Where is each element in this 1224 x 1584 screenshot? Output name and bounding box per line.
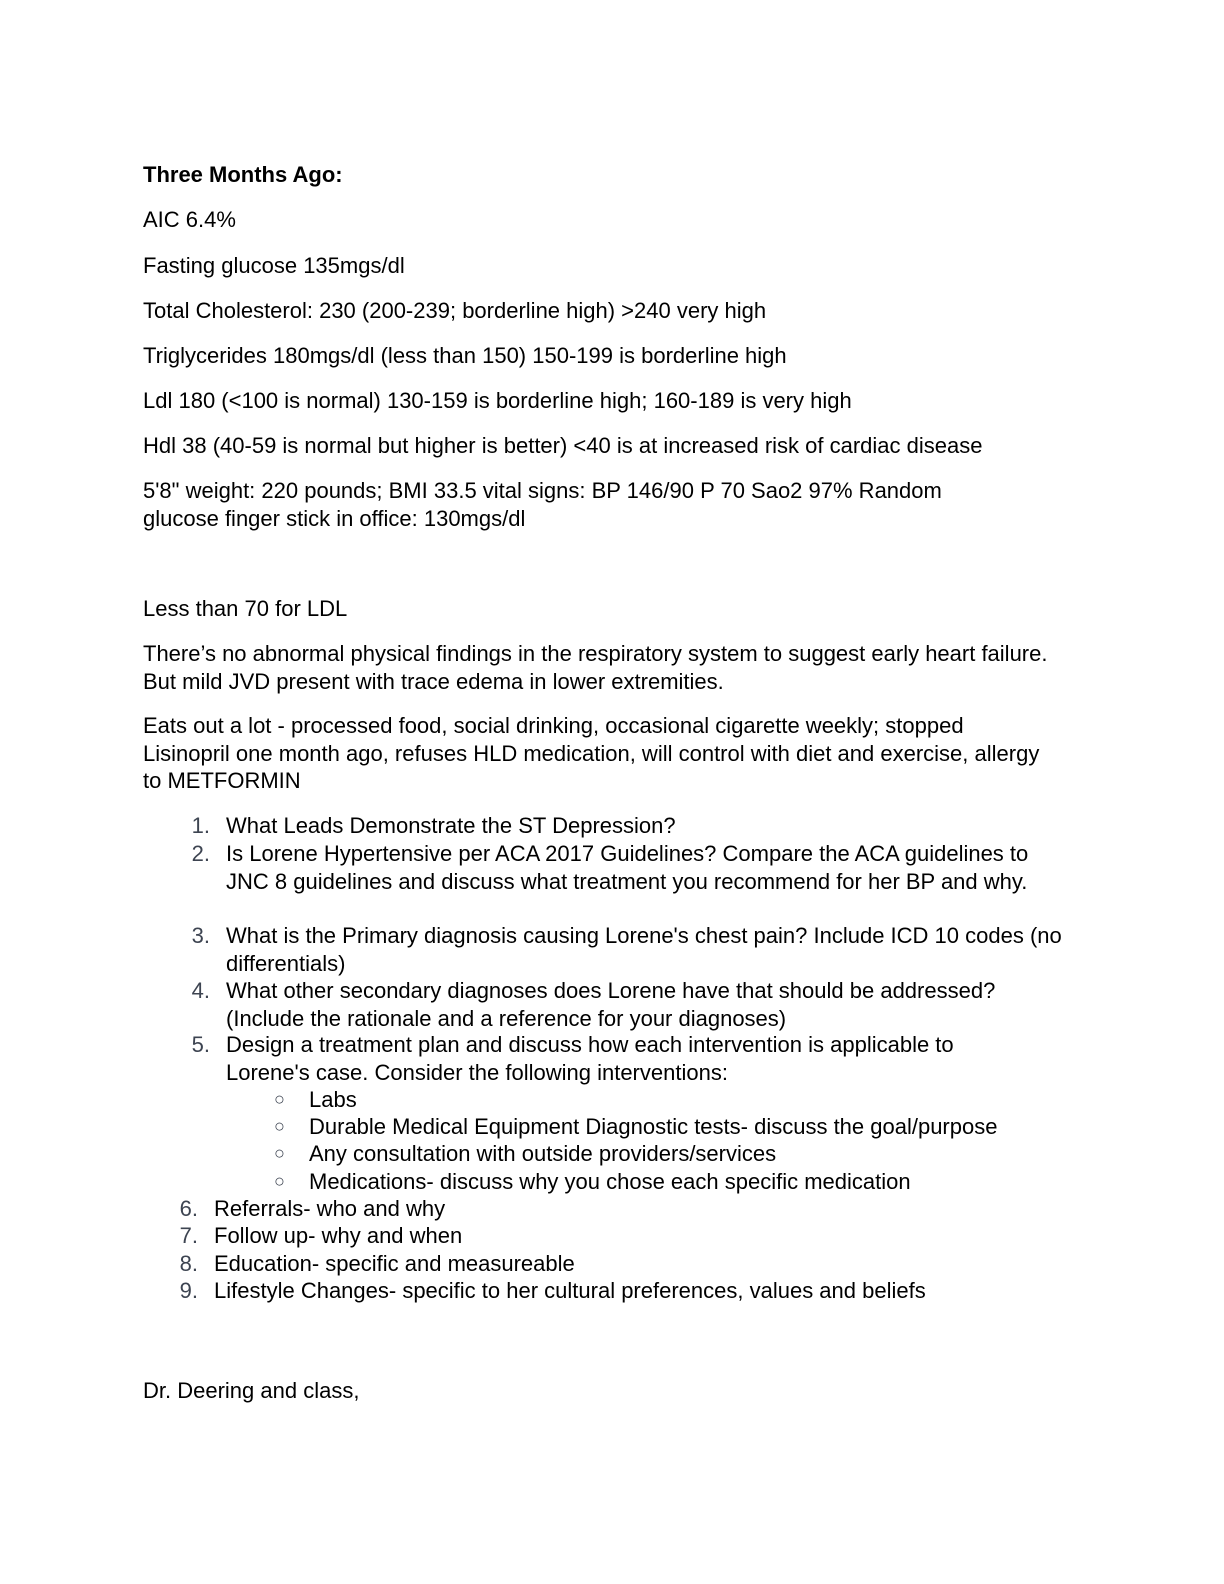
a1c-line: AIC 6.4% (143, 207, 236, 232)
list-item-text: Any consultation with outside providers/services (309, 1141, 777, 1166)
list-item-text: Labs (309, 1087, 357, 1112)
list-item-text: Follow up- why and when (214, 1223, 463, 1248)
circle-bullet-icon: ○ (274, 1116, 285, 1136)
list-number: 2. (191, 841, 210, 866)
list-item-text: What is the Primary diagnosis causing Lorene's chest pain? Include ICD 10 codes (no differentials) (226, 923, 1062, 976)
list-item-text: Is Lorene Hypertensive per ACA 2017 Guidelines? Compare the ACA guidelines to JNC 8 guidelines and discuss what treatment you recommend for her BP and why. (226, 841, 1029, 894)
list-number: 7. (179, 1223, 198, 1248)
list-number: 3. (191, 923, 210, 948)
hdl-line: Hdl 38 (40-59 is normal but higher is better) <40 is at increased risk of cardiac disease (143, 433, 983, 458)
list-item-text: Durable Medical Equipment Diagnostic tests- discuss the goal/purpose (309, 1114, 998, 1139)
list-number: 1. (191, 813, 210, 838)
list-item-text: What other secondary diagnoses does Lorene have that should be addressed? (Include the rationale and a reference for your diagnoses) (226, 978, 996, 1031)
list-item-text: Referrals- who and why (214, 1196, 446, 1221)
list-number: 4. (191, 978, 210, 1003)
fasting-glucose-line: Fasting glucose 135mgs/dl (143, 253, 405, 278)
list-number: 5. (191, 1032, 210, 1057)
list-item-text: Education- specific and measureable (214, 1251, 575, 1276)
vitals-paragraph: 5'8" weight: 220 pounds; BMI 33.5 vital signs: BP 146/90 P 70 Sao2 97% Random glucose finger stick in office: 130mgs/dl (143, 478, 942, 531)
ldl-line: Ldl 180 (<100 is normal) 130-159 is borderline high; 160-189 is very high (143, 388, 852, 413)
list-item-text: Medications- discuss why you chose each specific medication (309, 1169, 911, 1194)
circle-bullet-icon: ○ (274, 1171, 285, 1191)
circle-bullet-icon: ○ (274, 1143, 285, 1163)
total-cholesterol-line: Total Cholesterol: 230 (200-239; borderline high) >240 very high (143, 298, 767, 323)
lifestyle-paragraph: Eats out a lot - processed food, social drinking, occasional cigarette weekly; stopped Lisinopril one month ago, refuses HLD medication, will control with diet and exercise, allergy to METFORMIN (143, 713, 1040, 793)
list-item-text: What Leads Demonstrate the ST Depression? (226, 813, 676, 838)
findings-paragraph: There’s no abnormal physical findings in the respiratory system to suggest early heart failure. But mild JVD present with trace edema in lower extremities. (143, 641, 1048, 694)
circle-bullet-icon: ○ (274, 1089, 285, 1109)
list-number: 6. (179, 1196, 198, 1221)
list-number: 8. (179, 1251, 198, 1276)
section-heading: Three Months Ago: (143, 162, 343, 187)
triglycerides-line: Triglycerides 180mgs/dl (less than 150) 150-199 is borderline high (143, 343, 787, 368)
closing-salutation: Dr. Deering and class, (143, 1378, 360, 1403)
list-number: 9. (179, 1278, 198, 1303)
list-item-text: Lifestyle Changes- specific to her cultural preferences, values and beliefs (214, 1278, 926, 1303)
list-item-text: Design a treatment plan and discuss how each intervention is applicable to Lorene's case. Consider the following interventions: (226, 1032, 954, 1085)
ldl-goal-line: Less than 70 for LDL (143, 596, 348, 621)
